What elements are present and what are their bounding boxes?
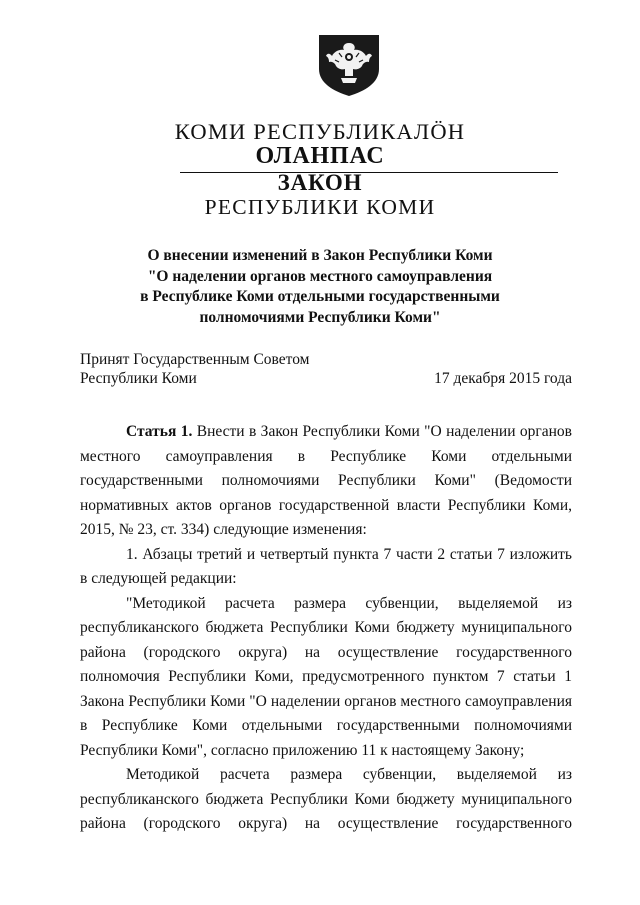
law-title-line: О внесении изменений в Закон Республики Коми xyxy=(147,247,493,264)
amendment-paragraph: Методикой расчета размера субвенции, выделяемой из республиканского бюджета Республики Коми бюджету муниципального района (городского округа) на осуществление государственного xyxy=(80,766,572,832)
law-body xyxy=(80,420,572,837)
article-1-intro xyxy=(80,420,572,543)
law-title-line: "О наделении органов местного самоуправления xyxy=(147,267,493,285)
law-heading: ЗАКОН xyxy=(277,170,363,195)
article-intro-text: Внести в Закон Республики Коми "О наделении органов местного самоуправления в Республике Коми отдельными государственными полномочиями Республики Коми" (Ведомости нормативных актов органов государственной власти Республики Коми, 2015, № 23, ст. 334) следующие изменения: xyxy=(80,423,572,538)
adoption-block xyxy=(80,350,572,388)
olanpas-heading: ОЛАНПАС xyxy=(255,143,385,169)
komi-coat-of-arms-icon xyxy=(317,33,381,97)
adoption-line: Республики Коми xyxy=(80,370,197,387)
article-label: Статья 1. xyxy=(126,423,193,440)
amendment-paragraph: "Методикой расчета размера субвенции, выделяемой из республиканского бюджета Республики Коми бюджету муниципального района (городского округа) на осуществление государственного полномочия Республики Коми, предусмотренного пунктом 7 статьи 1 Закона Республики Коми "О наделении органов местного самоуправления в Республике Коми отдельными государственными полномочиями Республики Коми", согласно приложению 11 к настоящему Закону; xyxy=(80,594,572,759)
law-title-line: полномочиями Республики Коми" xyxy=(199,308,441,326)
adoption-date: 17 декабря 2015 года xyxy=(434,370,572,387)
republic-heading: РЕСПУБЛИКИ КОМИ xyxy=(204,195,436,219)
komi-republic-heading: КОМИ РЕСПУБЛИКАЛÖН xyxy=(174,119,466,144)
law-title-line: в Республике Коми отдельными государственными xyxy=(140,288,500,305)
adoption-line: Принят Государственным Советом xyxy=(80,351,310,368)
article-1-item-1: 1. Абзацы третий и четвертый пункта 7 части 2 статьи 7 изложить в следующей редакции: xyxy=(80,545,572,587)
law-title xyxy=(0,246,640,328)
